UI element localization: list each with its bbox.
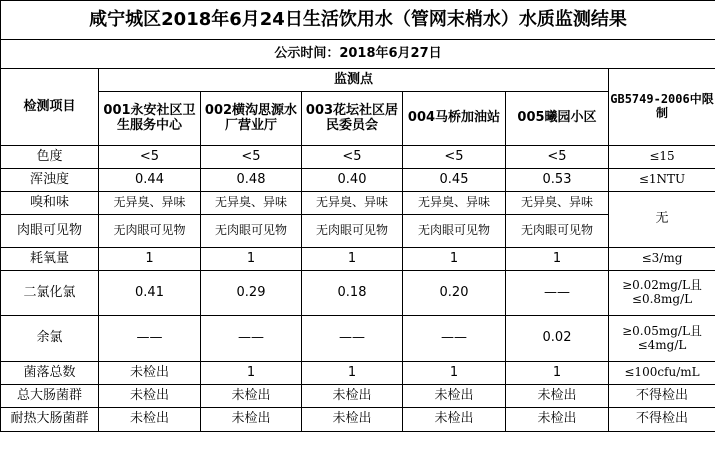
cell: 1 <box>201 248 302 271</box>
cell: 0.29 <box>201 271 302 316</box>
row-item: 二氯化氯 <box>1 271 99 316</box>
cell: 未检出 <box>99 408 201 432</box>
cell: 0.48 <box>201 169 302 192</box>
table-row <box>1 362 715 385</box>
cell: 未检出 <box>201 408 302 432</box>
cell: —— <box>99 316 201 362</box>
standard-cell: ≤100cfu/mL <box>609 362 715 385</box>
cell: 1 <box>403 362 506 385</box>
header-standard: GB5749-2006中限制 <box>609 69 715 146</box>
cell: 0.18 <box>302 271 403 316</box>
cell: —— <box>506 271 609 316</box>
cell: 无肉眼可见物 <box>99 215 201 248</box>
table-row <box>1 271 715 316</box>
cell: 未检出 <box>403 385 506 408</box>
standard-cell: 不得检出 <box>609 408 715 432</box>
row-item: 总大肠菌群 <box>1 385 99 408</box>
cell: 无异臭、异味 <box>302 192 403 215</box>
row-item: 余氯 <box>1 316 99 362</box>
header-monitoring-points: 监测点 <box>99 69 609 92</box>
header-point-005: 005曦园小区 <box>506 92 609 146</box>
table-row <box>1 192 715 215</box>
cell: 1 <box>302 362 403 385</box>
cell: 未检出 <box>302 408 403 432</box>
cell: —— <box>201 316 302 362</box>
cell: 0.44 <box>99 169 201 192</box>
cell: 0.20 <box>403 271 506 316</box>
cell: 无异臭、异味 <box>403 192 506 215</box>
row-item: 菌落总数 <box>1 362 99 385</box>
table-row <box>1 316 715 362</box>
cell: —— <box>403 316 506 362</box>
row-item: 耗氧量 <box>1 248 99 271</box>
standard-cell: 不得检出 <box>609 385 715 408</box>
cell: 0.41 <box>99 271 201 316</box>
header-point-003: 003花坛社区居民委员会 <box>302 92 403 146</box>
cell: <5 <box>506 146 609 169</box>
cell: 1 <box>302 248 403 271</box>
table-row <box>1 169 715 192</box>
row-item: 色度 <box>1 146 99 169</box>
cell: 无异臭、异味 <box>506 192 609 215</box>
cell: <5 <box>302 146 403 169</box>
cell: 未检出 <box>302 385 403 408</box>
cell: 未检出 <box>99 385 201 408</box>
cell: 未检出 <box>99 362 201 385</box>
cell: 无肉眼可见物 <box>403 215 506 248</box>
cell: 无肉眼可见物 <box>201 215 302 248</box>
cell: 无异臭、异味 <box>99 192 201 215</box>
cell: 无异臭、异味 <box>201 192 302 215</box>
standard-cell: ≤15 <box>609 146 715 169</box>
cell: <5 <box>201 146 302 169</box>
table-row <box>1 408 715 432</box>
standard-cell: 无 <box>609 192 715 248</box>
table-row <box>1 385 715 408</box>
publish-date: 公示时间：2018年6月27日 <box>1 40 715 69</box>
standard-cell: ≤3/mg <box>609 248 715 271</box>
table-row <box>1 146 715 169</box>
header-point-004: 004马桥加油站 <box>403 92 506 146</box>
cell: <5 <box>403 146 506 169</box>
cell: 无肉眼可见物 <box>302 215 403 248</box>
header-point-002: 002横沟思源水厂营业厅 <box>201 92 302 146</box>
table-row <box>1 248 715 271</box>
standard-cell: ≥0.05mg/L且≤4mg/L <box>609 316 715 362</box>
cell: 无肉眼可见物 <box>506 215 609 248</box>
cell: 1 <box>506 362 609 385</box>
cell: —— <box>302 316 403 362</box>
cell: 1 <box>403 248 506 271</box>
row-item: 肉眼可见物 <box>1 215 99 248</box>
cell: 1 <box>99 248 201 271</box>
row-item: 嗅和味 <box>1 192 99 215</box>
cell: 0.53 <box>506 169 609 192</box>
cell: 1 <box>201 362 302 385</box>
cell: 1 <box>506 248 609 271</box>
cell: 0.40 <box>302 169 403 192</box>
standard-cell: ≤1NTU <box>609 169 715 192</box>
cell: 未检出 <box>506 385 609 408</box>
table-row <box>1 215 715 248</box>
cell: 0.02 <box>506 316 609 362</box>
cell: <5 <box>99 146 201 169</box>
cell: 未检出 <box>506 408 609 432</box>
standard-cell: ≥0.02mg/L且≤0.8mg/L <box>609 271 715 316</box>
row-item: 耐热大肠菌群 <box>1 408 99 432</box>
header-point-001: 001永安社区卫生服务中心 <box>99 92 201 146</box>
cell: 未检出 <box>403 408 506 432</box>
cell: 未检出 <box>201 385 302 408</box>
row-item: 浑浊度 <box>1 169 99 192</box>
report-title: 咸宁城区2018年6月24日生活饮用水（管网末梢水）水质监测结果 <box>1 1 715 40</box>
header-item: 检测项目 <box>1 69 99 146</box>
cell: 0.45 <box>403 169 506 192</box>
